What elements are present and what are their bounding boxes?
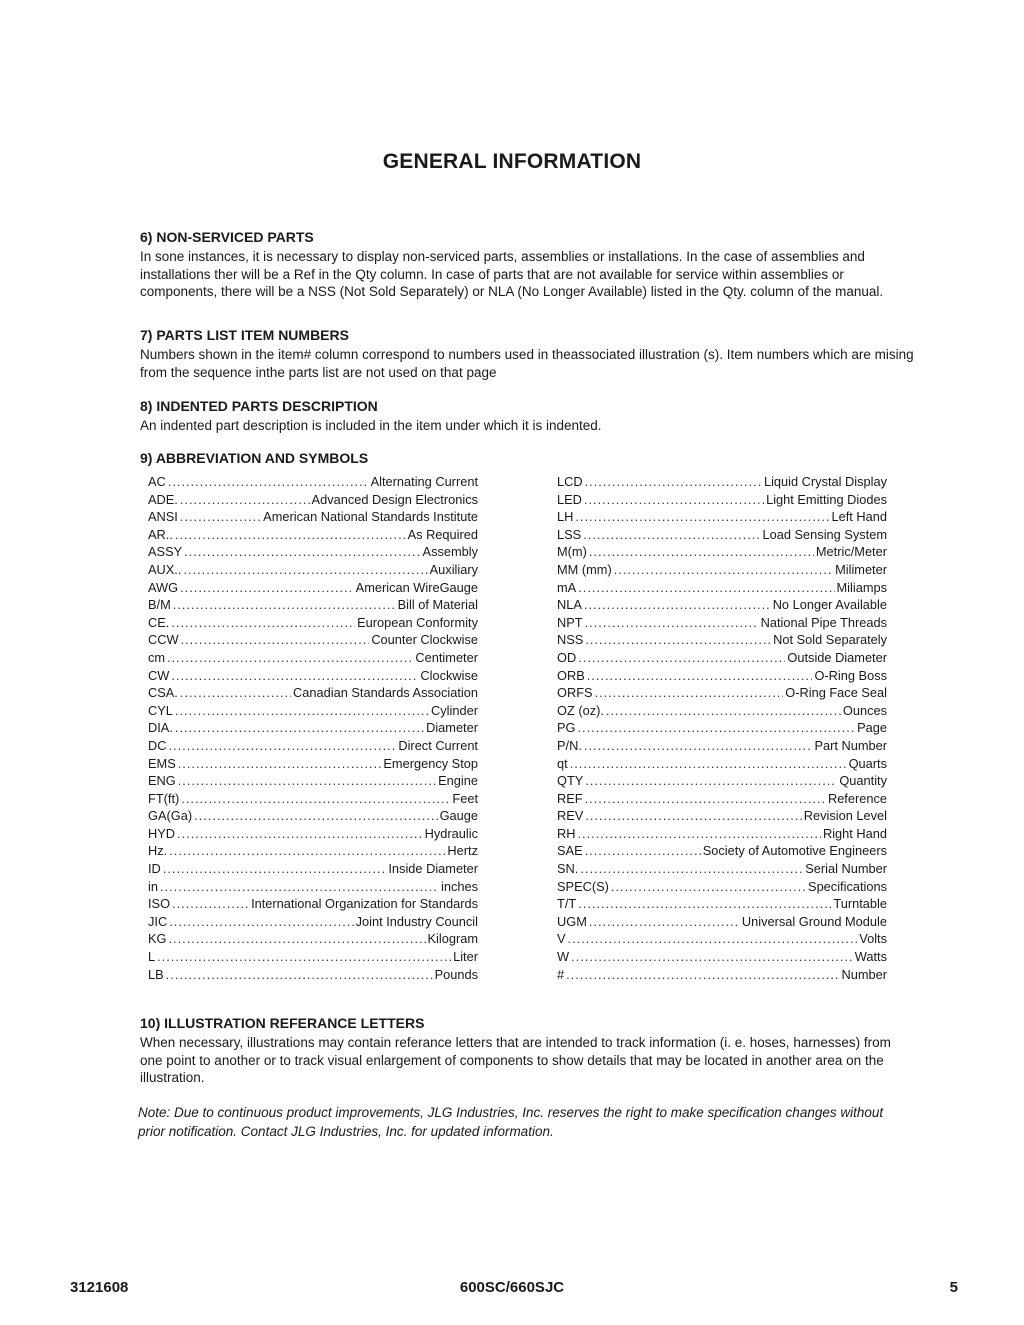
abbreviation-code: ID [148,861,161,877]
section-heading: 10) ILLUSTRATION REFERANCE LETTERS [140,1015,425,1031]
abbreviation-meaning: Watts [854,949,887,965]
abbreviation-meaning: Auxiliary [429,561,478,577]
abbreviation-meaning: Kilogram [427,931,478,947]
abbreviation-row [557,702,887,720]
abbreviation-meaning: O-Ring Boss [814,667,887,683]
dot-leader [584,596,771,614]
dot-leader [578,649,785,667]
dot-leader [585,807,801,825]
abbreviation-row [148,596,478,614]
abbreviation-row [557,649,887,667]
dot-leader [172,895,249,913]
section-heading: 7) PARTS LIST ITEM NUMBERS [140,327,349,343]
dot-leader [583,526,760,544]
abbreviation-meaning: American National Standards Institute [263,509,478,525]
abbreviation-meaning: Turntable [833,896,887,912]
section-heading: 6) NON-SERVICED PARTS [140,229,314,245]
abbreviation-code: KG [148,931,167,947]
abbreviation-meaning: Revision Level [803,808,887,824]
footer-model: 600SC/660SJC [459,1279,565,1296]
abbreviation-meaning: Diameter [426,720,478,736]
dot-leader [584,737,813,755]
abbreviation-row [557,966,887,984]
abbreviation-code: UGM [557,913,587,929]
dot-leader [181,790,450,808]
section-body: Numbers shown in the item# column correspond to numbers used in theassociated illustration (s). Item numbers which are mising from the sequence inthe parts list are not used on that page [140,347,914,380]
abbreviation-code: LB [148,966,164,982]
abbreviation-code: RH [557,825,576,841]
abbreviation-code: PG [557,720,576,736]
abbreviation-code: ORFS [557,685,593,701]
abbreviation-code: SAE [557,843,583,859]
abbreviation-meaning: Right Hand [822,825,887,841]
abbreviation-code: AWG [148,579,179,595]
dot-leader [166,966,433,984]
abbreviation-row [557,825,887,843]
abbreviation-row [148,966,478,984]
abbreviation-code: # [557,966,565,982]
section-abbreviations [140,449,920,469]
dot-leader [614,561,833,579]
abbreviation-meaning: Ounces [842,702,887,718]
abbreviation-code: NSS [557,632,584,648]
abbreviation-row [557,948,887,966]
dot-leader [171,667,418,685]
abbreviation-code: AC [148,474,166,489]
abbreviation-meaning: No Longer Available [772,597,887,613]
dot-leader [578,719,856,737]
dot-leader [163,860,387,878]
dot-leader [585,790,826,808]
dot-leader [568,930,858,948]
abbreviation-meaning: Page [857,720,887,736]
abbreviation-row [148,491,478,509]
abbreviation-row [148,543,478,561]
abbreviation-row [557,473,887,491]
abbreviation-meaning: Pounds [434,966,478,982]
abbreviation-code: NPT [557,614,583,630]
abbreviation-code: EMS [148,755,176,771]
abbreviation-meaning: Cylinder [431,702,478,718]
dot-leader [570,755,847,773]
dot-leader [178,755,382,773]
abbreviation-code: REF [557,790,583,806]
abbreviation-code: MM (mm) [557,561,612,577]
abbreviation-meaning: Centimeter [415,649,478,665]
abbreviation-row [557,842,887,860]
abbreviation-row [557,596,887,614]
dot-leader [578,579,834,597]
abbreviation-code: LSS [557,526,582,542]
abbreviation-code: ISO [148,896,171,912]
abbreviation-meaning: inches [441,878,478,894]
dot-leader [175,526,406,544]
abbreviation-code: ENG [148,773,176,789]
abbreviation-row [148,807,478,825]
dot-leader [587,667,813,685]
dot-leader [584,491,764,509]
abbreviation-meaning: Quantity [839,773,887,789]
abbreviation-code: AUX.. [148,561,182,577]
abbreviation-row [148,737,478,755]
abbreviation-code: REV [557,808,584,824]
abbreviation-meaning: Specifications [808,878,887,894]
abbreviation-code: DC [148,737,167,753]
abbreviation-row [557,543,887,561]
abbreviation-row [148,930,478,948]
abbreviation-code: in [148,878,158,894]
abbreviation-row [148,526,478,544]
abbreviation-list-right [557,473,887,983]
abbreviation-row [148,895,478,913]
abbreviation-meaning: Light Emitting Diodes [766,491,887,507]
footer-doc-number: 3121608 [70,1279,129,1296]
abbreviation-row [148,649,478,667]
abbreviation-meaning: Left Hand [831,509,887,525]
abbreviation-meaning: Alternating Current [370,474,478,489]
abbreviation-row [557,755,887,773]
abbreviation-row [557,614,887,632]
abbreviation-meaning: Bill of Material [397,597,478,613]
abbreviation-row [148,772,478,790]
dot-leader [169,930,426,948]
abbreviation-code: L [148,949,156,965]
dot-leader [178,772,436,790]
abbreviation-meaning: Number [841,966,887,982]
dot-leader [169,913,353,931]
abbreviation-code: T/T [557,896,577,912]
abbreviation-row [148,667,478,685]
dot-leader [175,702,429,720]
abbreviation-row [557,860,887,878]
abbreviation-code: HYD [148,825,176,841]
abbreviation-row [148,755,478,773]
abbreviation-code: ASSY [148,544,183,560]
abbreviation-row [148,473,478,491]
abbreviation-meaning: Metric/Meter [815,544,887,560]
abbreviation-row [148,579,478,597]
section-body: In sone instances, it is necessary to display non-serviced parts, assemblies or installations. In the case of assemblies and installations ther will be a Ref in the Qty column. In case of parts that are not available for service within assemblies or components, there will be a NSS (Not Sold Separately) or NLA (No Longer Available) listed in the Qty. column of the manual. [140,249,884,300]
abbreviation-row [557,913,887,931]
abbreviation-meaning: American WireGauge [355,579,478,595]
dot-leader [577,825,820,843]
dot-leader [180,579,354,597]
abbreviation-row [148,860,478,878]
dot-leader [177,825,423,843]
abbreviation-row [557,684,887,702]
abbreviation-meaning: As Required [407,526,478,542]
abbreviation-meaning: Volts [859,931,887,947]
dot-leader [578,895,831,913]
abbreviation-code: FT(ft) [148,790,180,806]
abbreviation-code: LCD [557,474,583,489]
abbreviation-row [148,684,478,702]
section-illustration-reference-letters [140,1014,910,1087]
abbreviation-meaning: Milimeter [835,561,887,577]
abbreviation-row [557,737,887,755]
footer-page-number: 5 [949,1279,958,1296]
section-heading: 8) INDENTED PARTS DESCRIPTION [140,398,378,414]
abbreviation-meaning: European Conformity [357,614,478,630]
abbreviation-row [148,913,478,931]
abbreviation-meaning: Inside Diameter [388,861,478,877]
abbreviation-row [148,561,478,579]
abbreviation-row [557,631,887,649]
dot-leader [184,543,420,561]
abbreviation-code: CCW [148,632,179,648]
abbreviation-meaning: Society of Automotive Engineers [702,843,887,859]
dot-leader [580,860,803,878]
abbreviation-meaning: Joint Industry Council [355,913,478,929]
dot-leader [181,631,370,649]
abbreviation-code: V [557,931,566,947]
abbreviation-code: Hz. [148,843,168,859]
dot-leader [585,772,837,790]
section-indented-parts-description [140,397,920,435]
abbreviation-meaning: Hertz [447,843,478,859]
disclaimer-note: Note: Due to continuous product improvements, JLG Industries, Inc. reserves the right to make specification changes without prior notification. Contact JLG Industries, Inc. for updated information. [138,1105,884,1139]
abbreviation-code: SPEC(S) [557,878,609,894]
abbreviation-meaning: Emergency Stop [383,755,478,771]
dot-leader [575,508,829,526]
abbreviation-code: OZ (oz). [557,702,604,718]
dot-leader [595,684,784,702]
dot-leader [180,684,291,702]
abbreviation-code: NLA [557,597,582,613]
abbreviation-row [148,878,478,896]
dot-leader [585,473,762,491]
abbreviation-code: mA [557,579,577,595]
abbreviation-row [557,807,887,825]
abbreviation-row [148,719,478,737]
dot-leader [571,948,853,966]
abbreviation-meaning: Universal Ground Module [741,913,887,929]
abbreviation-code: DIA. [148,720,173,736]
abbreviation-meaning: Serial Number [805,861,887,877]
abbreviation-row [148,702,478,720]
abbreviation-code: M(m) [557,544,587,560]
abbreviation-meaning: Advanced Design Electronics [311,491,478,507]
abbreviation-code: qt [557,755,568,771]
abbreviation-row [148,948,478,966]
dot-leader [167,649,413,667]
abbreviation-meaning: Outside Diameter [787,649,887,665]
dot-leader [180,491,310,509]
abbreviation-meaning: Load Sensing System [762,526,887,542]
dot-leader [160,878,439,896]
abbreviation-row [557,491,887,509]
abbreviation-row [557,579,887,597]
dot-leader [606,702,841,720]
abbreviation-code: CSA. [148,685,178,701]
section-heading: 9) ABBREVIATION AND SYMBOLS [140,450,369,466]
dot-leader [183,561,427,579]
abbreviation-meaning: International Organization for Standards [251,896,478,912]
dot-leader [611,878,806,896]
abbreviation-code: AR.. [148,526,173,542]
page-title: GENERAL INFORMATION [382,150,642,173]
abbreviation-row [557,790,887,808]
abbreviation-row [148,790,478,808]
dot-leader [171,614,355,632]
abbreviation-meaning: Assembly [422,544,478,560]
abbreviation-meaning: Clockwise [420,667,478,683]
abbreviation-meaning: Liter [453,949,478,965]
abbreviation-code: LED [557,491,582,507]
abbreviation-code: ORB [557,667,585,683]
dot-leader [585,842,701,860]
abbreviation-code: LH [557,509,574,525]
dot-leader [585,614,759,632]
abbreviation-code: OD [557,649,577,665]
abbreviation-row [557,526,887,544]
abbreviation-meaning: Direct Current [398,737,478,753]
dot-leader [194,807,437,825]
abbreviation-code: JIC [148,913,168,929]
dot-leader [169,842,445,860]
section-non-serviced-parts [140,228,920,301]
section-body: An indented part description is included in the item under which it is indented. [140,418,602,433]
abbreviation-code: B/M [148,597,171,613]
abbreviation-code: ANSI [148,509,178,525]
abbreviation-row [148,842,478,860]
abbreviation-row [557,508,887,526]
abbreviation-meaning: Part Number [814,737,887,753]
abbreviation-meaning: Feet [452,790,478,806]
abbreviation-row [557,878,887,896]
abbreviation-code: ADE. [148,491,178,507]
abbreviation-meaning: O-Ring Face Seal [785,685,887,701]
abbreviation-row [557,719,887,737]
abbreviation-row [148,631,478,649]
abbreviation-meaning: Reference [827,790,887,806]
abbreviation-row [557,895,887,913]
dot-leader [585,631,771,649]
dot-leader [157,948,451,966]
abbreviation-meaning: Counter Clockwise [371,632,478,648]
abbreviation-code: CE. [148,614,170,630]
abbreviation-meaning: National Pipe Threads [760,614,887,630]
abbreviation-code: W [557,949,570,965]
dot-leader [168,737,396,755]
abbreviation-code: CYL [148,702,173,718]
abbreviation-meaning: Quarts [848,755,887,771]
section-parts-list-item-numbers [140,326,920,381]
abbreviation-row [148,825,478,843]
abbreviation-row [148,614,478,632]
abbreviation-meaning: Gauge [439,808,478,824]
abbreviation-list-left [148,473,478,983]
abbreviation-code: cm [148,649,166,665]
abbreviation-meaning: Hydraulic [424,825,478,841]
abbreviation-code: SN. [557,861,579,877]
dot-leader [168,473,369,491]
abbreviation-code: CW [148,667,170,683]
dot-leader [566,966,839,984]
abbreviation-row [557,772,887,790]
section-body: When necessary, illustrations may contain referance letters that are intended to track information (i. e. hoses, harnesses) from one point to another or to track visual enlargement of components to show details that may be located in another area on the illustration. [140,1035,891,1086]
abbreviation-meaning: Engine [438,773,478,789]
abbreviation-row [148,508,478,526]
abbreviation-meaning: Canadian Standards Association [293,685,478,701]
abbreviation-row [557,930,887,948]
abbreviation-meaning: Not Sold Separately [773,632,887,648]
dot-leader [175,719,424,737]
abbreviation-meaning: Miliamps [836,579,887,595]
abbreviation-code: P/N. [557,737,582,753]
abbreviation-code: QTY [557,773,584,789]
dot-leader [589,913,740,931]
dot-leader [180,508,261,526]
dot-leader [173,596,396,614]
abbreviation-row [557,561,887,579]
abbreviation-code: GA(Ga) [148,808,193,824]
abbreviation-row [557,667,887,685]
dot-leader [589,543,814,561]
abbreviation-meaning: Liquid Crystal Display [763,474,887,489]
